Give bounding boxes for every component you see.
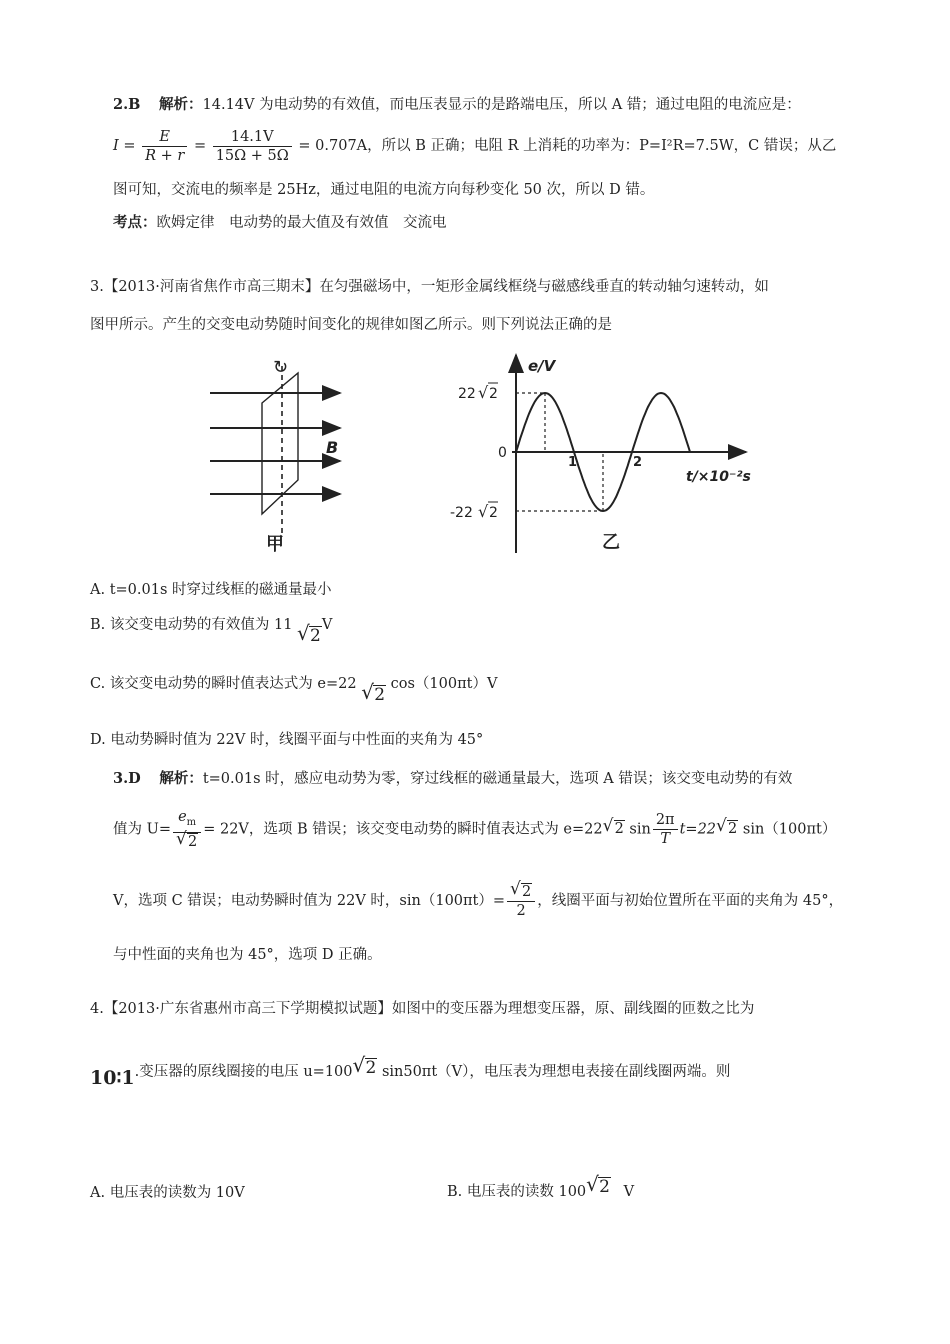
q3-answer-label: 3.D: [113, 770, 141, 787]
q2-frac-values: [213, 128, 292, 165]
ytick-bottom: [450, 502, 498, 521]
q3-frac-den-root: 2: [187, 833, 198, 850]
q2-frac-den: 15Ω + 5Ω: [215, 147, 289, 164]
q4-ratio: 10∶1: [90, 1067, 135, 1089]
q3-option-c: [90, 673, 498, 705]
q3-frac-m: m: [186, 816, 197, 828]
q3-option-b-sqrt: √ 2: [297, 621, 321, 646]
q3-option-c-root: 2: [374, 685, 386, 705]
q3-frac-root2-over-2: [507, 878, 535, 920]
q3-line2-root-a: 2: [614, 821, 624, 838]
ytick-top-radical: √: [478, 383, 489, 402]
q3-option-c-pre: C. 该交变电动势的瞬时值表达式为 e=22: [90, 676, 357, 692]
ytick-top: [458, 383, 498, 402]
q3-frac-2pi-over-T: [653, 811, 678, 848]
q3-option-b-post: V: [321, 617, 333, 633]
ytick-top-root: 2: [489, 386, 498, 402]
q2-answer-line3: 图可知，交流电的频率是 25Hz，通过电阻的电流方向每秒变化 50 次，所以 D 错。: [113, 182, 655, 198]
q3-answer-line2: [113, 808, 836, 851]
q4-option-b-sqrt: √ 2: [586, 1172, 610, 1197]
field-label-B: B: [326, 438, 339, 457]
q3-line2-root-b: 2: [728, 821, 738, 838]
q3-answer-line3: [113, 880, 843, 922]
q2-answer-label: 2.B: [113, 96, 141, 113]
ytick-bottom-radical: √: [478, 502, 489, 521]
rotation-icon: ↻: [273, 357, 289, 378]
q3-frac-em-over-root2: [173, 808, 201, 851]
xtick-1: 1: [568, 455, 578, 470]
q3-option-b-root: 2: [310, 626, 321, 646]
q3-line3-post: ，线圈平面与初始位置所在平面的夹角为 45°，: [537, 893, 844, 909]
q3-line2-mid: = 22V，选项 B 错误；该交变电动势的瞬时值表达式为 e=22: [203, 821, 603, 838]
q4-option-a: A. 电压表的读数为 10V: [90, 1185, 245, 1201]
q4-stem-line2: [90, 1053, 731, 1089]
origin-label: 0: [498, 445, 507, 461]
q3-stem-line1: 3.【2013·河南省焦作市高三期末】在匀强磁场中，一矩形金属线框绕与磁感线垂直的转动轴匀速转动，如: [90, 279, 769, 295]
caption-yi: 乙: [602, 532, 620, 553]
y-axis-label: e/V: [528, 357, 556, 375]
caption-jia: 甲: [266, 534, 284, 555]
q4-option-b-root: 2: [599, 1177, 610, 1197]
q3-frac3-den: 2: [516, 902, 526, 919]
q4-stem-post: sin50πt（V），电压表为理想电表接在副线圈两端。则: [381, 1064, 731, 1080]
q3-answer-line1: [113, 769, 792, 789]
q2-line2-rest: ，所以 B 正确；电阻 R 上消耗的功率为：P=I²R=7.5W，C 错误；从乙: [367, 138, 837, 154]
q3-frac-e: e: [178, 809, 187, 825]
q2-frac-num: 14.1V: [213, 128, 292, 147]
q3-frac-T: T: [660, 830, 671, 847]
q4-stem-sqrt: √ 2: [352, 1053, 377, 1078]
q3-option-c-post: cos（100πt）V: [390, 676, 498, 692]
q4-option-b: [447, 1172, 635, 1202]
q2-formula-eq: =: [193, 138, 207, 154]
q3-option-c-sqrt: √ 2: [361, 680, 386, 705]
q3-answer-line4: 与中性面的夹角也为 45°，选项 D 正确。: [113, 947, 382, 963]
q2-points-label: 考点：: [113, 214, 157, 231]
q3-frac3-root: 2: [522, 883, 532, 900]
q3-frac-den: √ 2: [175, 828, 198, 850]
q4-stem-root: 2: [365, 1058, 377, 1078]
ytick-bottom-root: 2: [489, 505, 498, 521]
q3-line2-pre: 值为 U=: [113, 821, 171, 838]
q3-line2-sin: sin: [629, 821, 651, 838]
q4-stem-pre: .变压器的原线圈接的电压 u=100: [134, 1064, 353, 1080]
q4-option-b-pre: B. 电压表的读数 100: [447, 1184, 587, 1200]
q3-stem-line2: 图甲所示。产生的交变电动势随时间变化的规律如图乙所示。则下列说法正确的是: [90, 317, 612, 333]
ytick-top-coef: 22: [458, 386, 476, 402]
q3-line2-sqrt-a: √ 2: [602, 816, 624, 838]
q3-line2-sqrt-b: √ 2: [716, 816, 738, 838]
q2-answer-line2: [113, 126, 836, 166]
q3-line3-pre: V，选项 C 错误；电动势瞬时值为 22V 时，sin（100πt）=: [113, 893, 506, 909]
q3-option-a: A. t=0.01s 时穿过线框的磁通量最小: [90, 582, 332, 598]
q3-option-b-pre: B. 该交变电动势的有效值为 11: [90, 617, 293, 633]
q2-formula-result: = 0.707A: [298, 138, 368, 154]
ytick-bottom-coef: -22: [450, 505, 473, 521]
q2-frac-Rr: R + r: [145, 147, 185, 164]
q2-points-text: 欧姆定律 电动势的最大值及有效值 交流电: [156, 215, 447, 231]
q2-analysis-label: 解析：: [159, 96, 203, 113]
q3-frac3-num: √ 2: [507, 883, 535, 902]
q3-analysis-label: 解析：: [159, 770, 203, 787]
q4-option-b-post: V: [623, 1184, 635, 1200]
q3-option-b: [90, 614, 333, 646]
q2-points-line: [113, 213, 447, 233]
q3-line2-end: sin（100πt）: [742, 821, 837, 838]
q4-stem-line1: 4.【2013·广东省惠州市高三下学期模拟试题】如图中的变压器为理想变压器，原、副线圈的匝数之比为: [90, 1001, 755, 1017]
q3-line2-t: t=22: [679, 821, 717, 838]
q3-frac-2pi: 2π: [653, 811, 678, 830]
q2-frac-E: E: [142, 128, 187, 147]
xtick-2: 2: [633, 455, 643, 470]
coil-frame: [262, 373, 298, 514]
q2-answer-line1: [113, 95, 801, 115]
q2-frac-E-over-Rr: [142, 128, 187, 165]
x-axis-label: t/×10⁻²s: [686, 469, 751, 485]
q2-formula-I: I =: [113, 138, 136, 154]
field-lines: [210, 393, 340, 494]
q2-line1-text: 14.14V 为电动势的有效值，而电压表显示的是路端电压，所以 A 错；通过电阻的电流应是：: [202, 97, 801, 113]
figure-yi-chart: [440, 345, 780, 560]
q3-line1-text: t=0.01s 时，感应电动势为零，穿过线框的磁通量最大，选项 A 错误；该交变电动势的有效: [202, 771, 793, 787]
figure-jia: [200, 338, 360, 558]
q3-option-d: D. 电动势瞬时值为 22V 时，线圈平面与中性面的夹角为 45°: [90, 732, 484, 748]
